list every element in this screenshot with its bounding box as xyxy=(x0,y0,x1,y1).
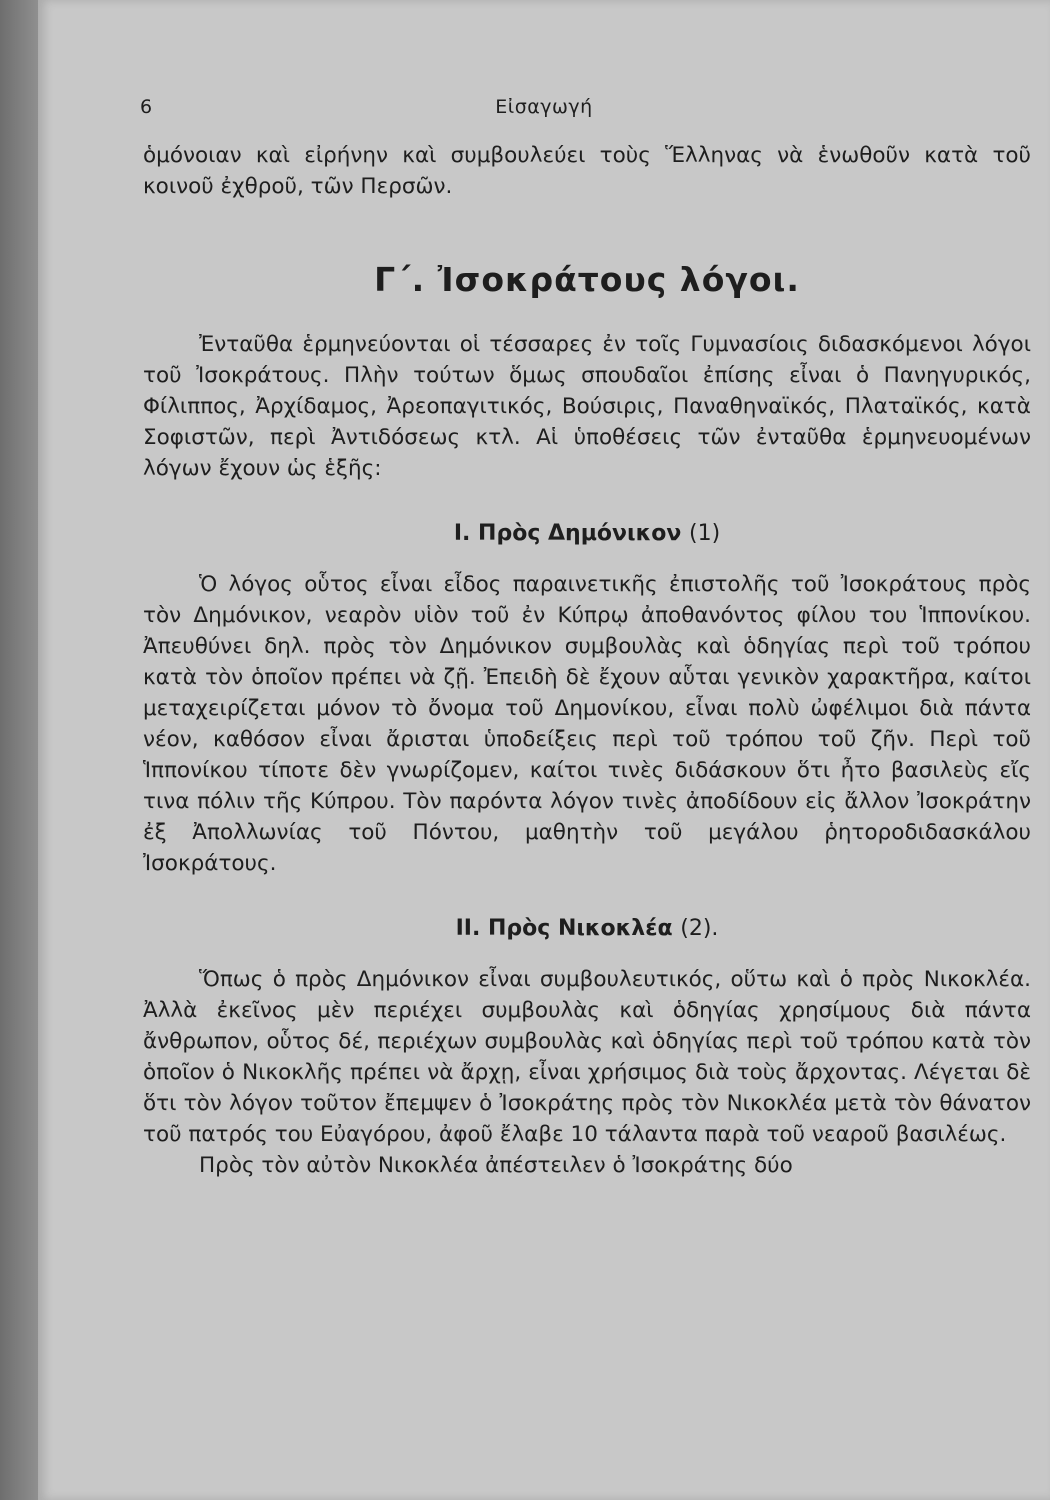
book-spine xyxy=(0,0,38,1500)
subsection-2-paragraph-2: Πρὸς τὸν αὐτὸν Νικοκλέα ἀπέστειλεν ὁ Ἰσοκράτης δύο xyxy=(199,1153,793,1178)
intro-paragraph: ὁμόνοιαν καὶ εἰρήνην καὶ συμβουλεύει τοὺς Ἕλληνας νὰ ἑνωθοῦν κατὰ τοῦ κοινοῦ ἐχθροῦ, τῶν Περσῶν. xyxy=(143,143,1031,199)
page-body xyxy=(143,140,1031,1181)
subsection-1-paragraph: Ὁ λόγος οὗτος εἶναι εἶδος παραινετικῆς ἐπιστολῆς τοῦ Ἰσοκράτους πρὸς τὸν Δημόνικον, νεαρὸν υἱὸν τοῦ ἐν Κύπρῳ ἀποθανόντος φίλου του Ἱππονίκου. Ἀπευθύνει δηλ. πρὸς τὸν Δημόνικον συμβουλὰς καὶ ὁδηγίας περὶ τοῦ τρόπου κατὰ τὸν ὁποῖον πρέπει νὰ ζῇ. Ἐπειδὴ δὲ ἔχουν αὗται γενικὸν χαρακτῆρα, καίτοι μεταχειρίζεται μόνον τὸ ὄνομα τοῦ Δημονίκου, εἶναι πολὺ ὠφέλιμοι διὰ πάντα νέον, καθόσον εἶναι ἄρισται ὑποδείξεις περὶ τοῦ τρόπου τοῦ ζῆν. Περὶ τοῦ Ἱππονίκου τίποτε δὲν γνωρίζομεν, καίτοι τινὲς διδάσκουν ὅτι ἦτο βασιλεὺς εἴς τινα πόλιν τῆς Κύπρου. Τὸν παρόντα λόγον τινὲς ἀποδίδουν εἰς ἄλλον Ἰσοκράτην ἐξ Ἀπολλωνίας τοῦ Πόντου, μαθητὴν τοῦ μεγάλου ῥητοροδιδασκάλου Ἰσοκράτους. xyxy=(143,572,1031,876)
subsection-2-paragraph-1: Ὅπως ὁ πρὸς Δημόνικον εἶναι συμβουλευτικός, οὕτω καὶ ὁ πρὸς Νικοκλέα. Ἀλλὰ ἐκεῖνος μὲν περιέχει συμβουλὰς καὶ ὁδηγίας χρησίμους διὰ πάντα ἄνθρωπον, οὗτος δέ, περιέχων συμβουλὰς καὶ ὁδηγίας περὶ τοῦ τρόπου κατὰ τὸν ὁποῖον ὁ Νικοκλῆς πρέπει νὰ ἄρχῃ, εἶναι χρήσιμος διὰ τοὺς ἄρχοντας. Λέγεται δὲ ὅτι τὸν λόγον τοῦτον ἔπεμψεν ὁ Ἰσοκράτης πρὸς τὸν Νικοκλέα μετὰ τὸν θάνατον τοῦ πατρός του Εὐαγόρου, ἀφοῦ ἔλαβε 10 τάλαντα παρὰ τοῦ νεαροῦ βασιλέως. xyxy=(143,967,1031,1147)
running-head: Εἰσαγωγή xyxy=(495,96,593,118)
subsection-1-heading xyxy=(143,518,1031,549)
subsection-1-title: Ι. Πρὸς Δημόνικον xyxy=(453,521,682,546)
subsection-2-heading xyxy=(143,913,1031,944)
section-paragraph: Ἐνταῦθα ἑρμηνεύονται οἱ τέσσαρες ἐν τοῖς Γυμνασίοις διδασκόμενοι λόγοι τοῦ Ἰσοκράτους. Πλὴν τούτων ὅμως σπουδαῖοι ἐπίσης εἶναι ὁ Πανηγυρικός, Φίλιππος, Ἀρχίδαμος, Ἀρεοπαγιτικός, Βούσιρις, Παναθηναϊκός, Πλαταϊκός, κατὰ Σοφιστῶν, περὶ Ἀντιδόσεως κτλ. Αἱ ὑποθέσεις τῶν ἐνταῦθα ἑρμηνευομένων λόγων ἔχουν ὡς ἑξῆς: xyxy=(143,332,1031,481)
footnote-ref-2: (2). xyxy=(680,916,719,941)
page-number: 6 xyxy=(140,96,153,118)
footnote-ref-1: (1) xyxy=(688,521,721,546)
page-header xyxy=(38,96,1050,126)
subsection-2-title: ΙΙ. Πρὸς Νικοκλέα xyxy=(455,916,673,941)
section-title: Γ΄. Ἰσοκράτους λόγοι. xyxy=(374,260,800,299)
book-page xyxy=(38,0,1050,1500)
